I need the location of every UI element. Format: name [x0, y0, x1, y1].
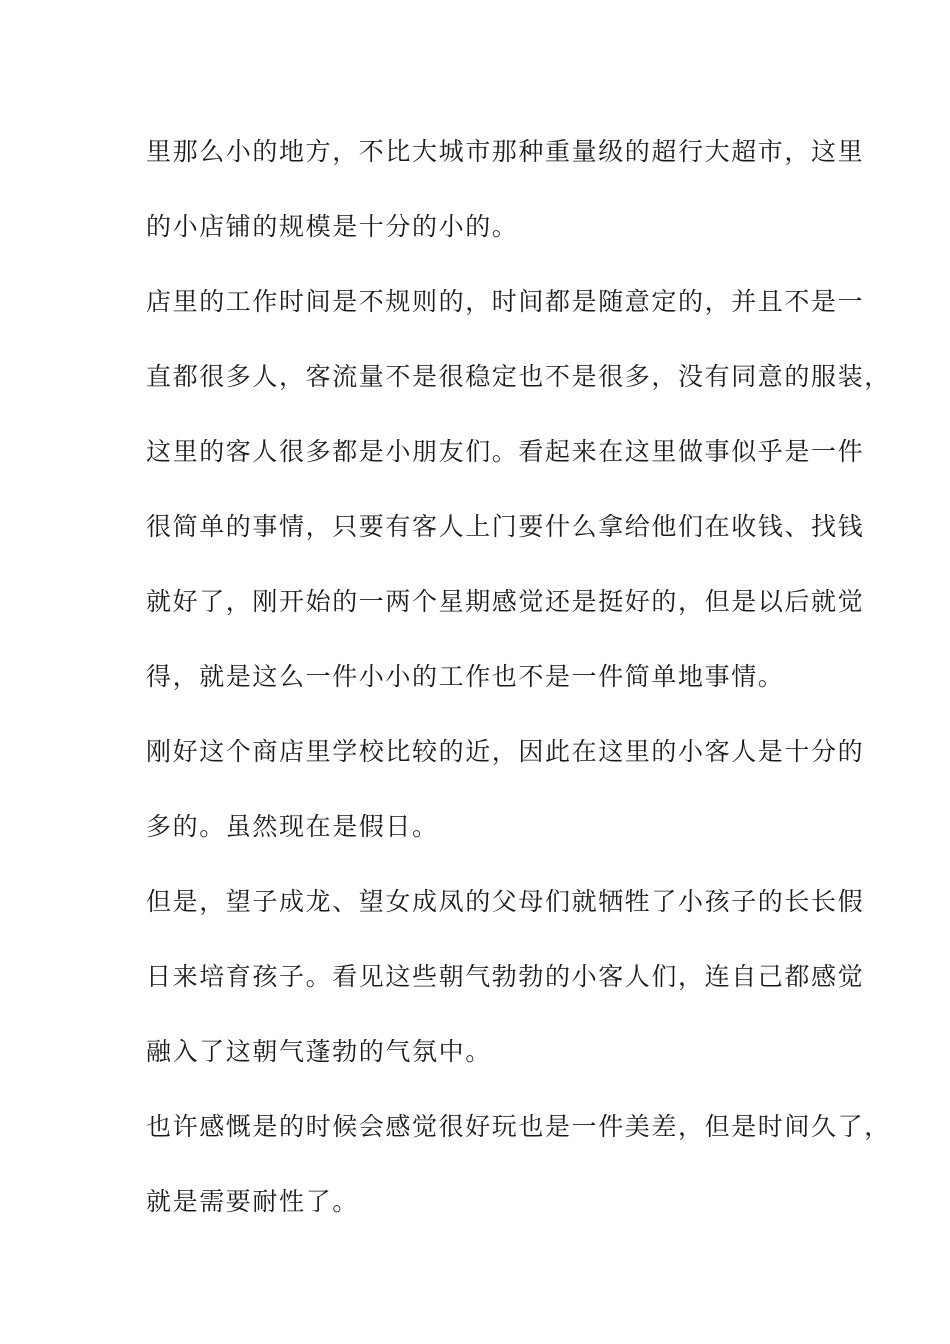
text-line: 很简单的事情，只要有客人上门要什么拿给他们在收钱、找钱 — [146, 512, 865, 541]
text-line: 刚好这个商店里学校比较的近，因此在这里的小客人是十分的 — [146, 737, 865, 766]
text-line: 就好了，刚开始的一两个星期感觉还是挺好的，但是以后就觉 — [146, 587, 865, 616]
text-line: 里那么小的地方，不比大城市那种重量级的超行大超市，这里 — [146, 137, 865, 166]
text-line: 也许感慨是的时候会感觉很好玩也是一件美差，但是时间久了， — [146, 1112, 891, 1141]
text-line: 融入了这朝气蓬勃的气氛中。 — [146, 1037, 492, 1066]
text-line: 的小店铺的规模是十分的小的。 — [146, 212, 519, 241]
text-line: 这里的客人很多都是小朋友们。看起来在这里做事似乎是一件 — [146, 437, 865, 466]
text-line: 得，就是这么一件小小的工作也不是一件简单地事情。 — [146, 662, 785, 691]
text-line: 就是需要耐性了。 — [146, 1187, 359, 1216]
text-line: 日来培育孩子。看见这些朝气勃勃的小客人们，连自己都感觉 — [146, 962, 865, 991]
text-line: 多的。虽然现在是假日。 — [146, 812, 439, 841]
text-line: 直都很多人，客流量不是很稳定也不是很多，没有同意的服装， — [146, 362, 891, 391]
text-line: 但是，望子成龙、望女成凤的父母们就牺牲了小孩子的长长假 — [146, 887, 865, 916]
text-line: 店里的工作时间是不规则的，时间都是随意定的，并且不是一 — [146, 287, 865, 316]
